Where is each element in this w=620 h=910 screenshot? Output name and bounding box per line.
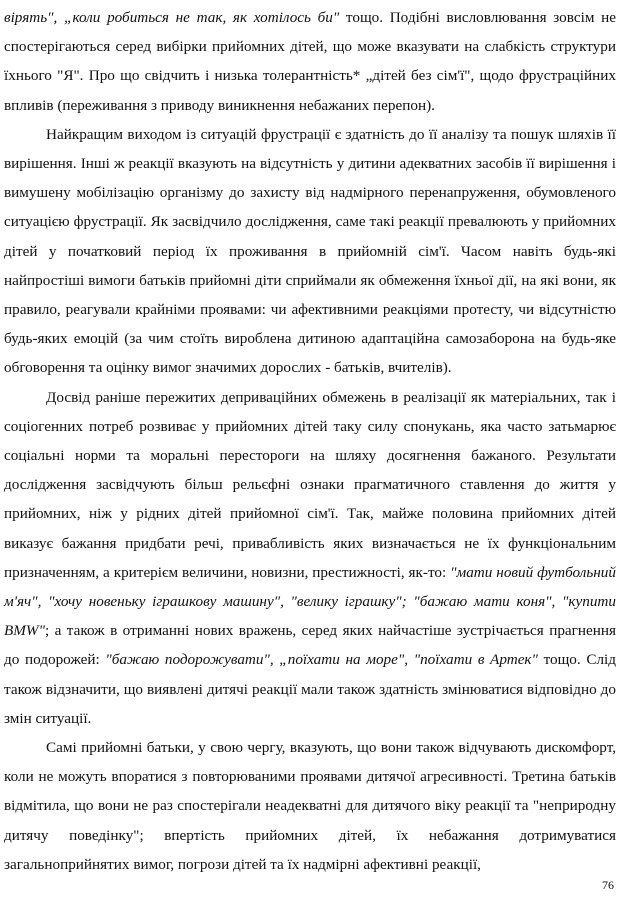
paragraph-2: Найкращим виходом із ситуацій фрустрації є здатність до її аналізу та пошук шляхів її вирішення. Інші ж реакції вказують на відсутність у дитини адекватних засобів її вирішення і вимушену мобілізацію організму до захисту від надмірного перенапруження, обумовленого ситуацією фрустрації. Як засвідчило дослідження, саме такі реакції превалюють у прийомних дітей у початковий період їх проживання в прийомній сім'ї. Часом навіть будь-які найпростіші вимоги батьків прийомні діти сприймали як обмеження їхньої дії, на які вони, як правило, реагували крайніми проявами: чи афективними реакціями протесту, чи відсутністю будь-яких емоцій (за чим стоїть вироблена дитиною адаптаційна самозаборона на будь-яке обговорення та оцінку вимог значимих дорослих - батьків, вчителів). — [4, 125, 616, 377]
paragraph-text: тощо. Слід також відзначити, що виявлені дитячі реакції мали також здатність змінюватися відповідно до змін ситуації. — [4, 651, 616, 727]
italic-quote: вірять", „коли робиться не так, як хотілось би" — [4, 9, 340, 26]
italic-quote: "мати новий футбольний м'яч", "хочу новеньку іграшкову машину", "велику іграшку"; "бажаю мати коня", "купити BMW" — [4, 563, 616, 640]
page-number: 76 — [602, 878, 614, 892]
paragraph-3 — [4, 383, 616, 733]
body-text — [4, 3, 616, 879]
paragraph-1 — [4, 3, 616, 120]
italic-quote: "бажаю подорожувати", „поїхати на море", "поїхати в Артек" — [105, 651, 538, 669]
paragraph-text: Досвід раніше пережитих деприваційних обмежень в реалізації як матеріальних, так і соціогенних потреб розвиває у прийомних дітей таку силу спонукань, яка часто затьмарює соціальні норми та моральні перестороги на шляху досягнення бажаного. Результати дослідження засвідчують більш рельєфні ознаки прагматичного ставлення до життя у прийомних, ніж у рідних дітей прийомної сім'ї. Так, майже половина прийомних дітей виказує бажання придбати речі, привабливість яких визначається не їх функціональним призначенням, а критерієм величини, новизни, престижності, як-то: — [4, 388, 616, 581]
paragraph-text: ; а також в отриманні нових вражень, серед яких найчастіше зустрічається прагнення до подорожей: — [4, 622, 616, 669]
paragraph-4: Самі прийомні батьки, у свою чергу, вказують, що вони також відчувають дискомфорт, коли не можуть впоратися з повторюваними проявами дитячої агресивності. Третина батьків відмітила, що вони не раз спостерігали неадекватні для дитячого віку реакції та "неприродну дитячу поведінку"; впертість прийомних дітей, їх небажання дотримуватися загальноприйнятих вимог, погрози дітей та їх надмірні афективні реакції, — [4, 739, 616, 873]
paragraph-text: тощо. Подібні висловлювання зовсім не спостерігаються серед вибірки прийомних дітей, що може вказувати на слабкість структури їхнього "Я". Про що свідчить і низька толерантність* „дітей без сім'ї", щодо фрустраційних впливів (переживання з приводу виникнення небажаних перепон). — [4, 9, 616, 114]
